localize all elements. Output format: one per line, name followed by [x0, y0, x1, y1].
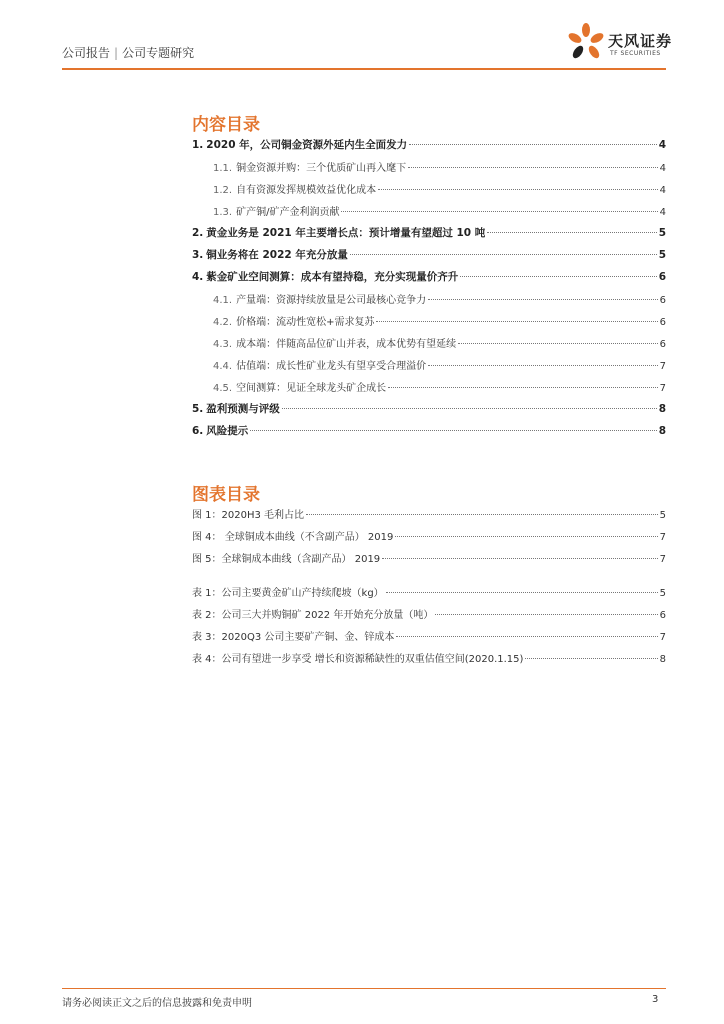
toc-entry-level2[interactable] [192, 181, 666, 203]
toc-entry-page: 6 [659, 339, 666, 350]
toc-entry-page: 8 [658, 403, 666, 415]
toc-entry-label: 空间测算：见证全球龙头矿企成长 [236, 383, 387, 394]
figure-entry-page: 7 [659, 554, 666, 565]
figure-entry-label: 图 5：全球铜成本曲线（含副产品） 2019 [192, 554, 381, 565]
toc-entry-page: 8 [658, 425, 666, 437]
toc-entry-text [192, 225, 485, 240]
toc-entry-text [213, 181, 376, 196]
toc-list [192, 137, 666, 445]
dot-leader [409, 144, 657, 145]
toc-entry-level1[interactable] [192, 247, 666, 269]
toc-entry-label: 自有资源发挥规模效益优化成本 [236, 185, 377, 196]
dot-leader [458, 343, 658, 344]
report-type: 公司报告 [62, 46, 111, 60]
figure-entry-page: 7 [659, 532, 666, 543]
toc-entry-label: 矿产铜/矿产金利润贡献 [236, 207, 340, 218]
toc-entry-label: 黄金业务是 2021 年主要增长点：预计增量有望超过 10 吨 [206, 227, 486, 239]
toc-entry-number: 1. [192, 139, 204, 151]
figure-index-title: 图表目录 [192, 485, 260, 505]
toc-entry-text [192, 247, 348, 262]
dot-leader [282, 408, 657, 409]
toc-entry-label: 估值端：成长性矿业龙头有望享受合理溢价 [236, 361, 427, 372]
table-entry-label: 表 4：公司有望进一步享受 增长和资源稀缺性的双重估值空间(2020.1.15) [192, 654, 524, 665]
dot-leader [435, 614, 657, 615]
table-entry-label: 表 3：2020Q3 公司主要矿产铜、金、锌成本 [192, 632, 395, 643]
table-entry-page: 6 [659, 610, 666, 621]
page-number: 3 [652, 994, 659, 1005]
toc-entry-number: 5. [192, 403, 204, 415]
dot-leader [382, 558, 657, 559]
toc-entry-level1[interactable] [192, 423, 666, 445]
toc-entry-label: 价格端：流动性宽松+需求复苏 [236, 317, 375, 328]
toc-entry-number: 2. [192, 227, 204, 239]
report-subtype: 公司专题研究 [122, 46, 195, 60]
toc-title: 内容目录 [192, 115, 260, 135]
figure-entry[interactable] [192, 550, 666, 572]
toc-entry-level1[interactable] [192, 269, 666, 291]
dot-leader [306, 514, 658, 515]
toc-entry-label: 2020 年，公司铜金资源外延内生全面发力 [206, 139, 408, 151]
toc-entry-number: 1.2. [213, 185, 233, 196]
dot-leader [396, 636, 657, 637]
flower-logo-icon [566, 22, 606, 62]
dot-leader [350, 254, 657, 255]
dot-leader [386, 592, 658, 593]
table-entry[interactable] [192, 584, 666, 606]
figure-index-list [192, 506, 666, 672]
toc-entry-page: 5 [658, 227, 666, 239]
toc-entry-text [213, 159, 406, 174]
figure-entry-label: 图 4： 全球铜成本曲线（不含副产品） 2019 [192, 532, 394, 543]
toc-entry-text [192, 423, 248, 438]
logo-subtitle: TF SECURITIES [610, 50, 661, 57]
toc-entry-text [213, 357, 426, 372]
toc-entry-number: 4.5. [213, 383, 233, 394]
toc-entry-number: 4.4. [213, 361, 233, 372]
toc-entry-text [192, 137, 407, 152]
toc-entry-label: 铜业务将在 2022 年充分放量 [206, 249, 348, 261]
toc-entry-number: 4.1. [213, 295, 233, 306]
toc-entry-label: 紫金矿业空间测算：成本有望持稳，充分实现量价齐升 [206, 271, 459, 283]
toc-entry-level2[interactable] [192, 379, 666, 401]
list-spacer [192, 572, 666, 584]
table-entry[interactable] [192, 650, 666, 672]
dot-leader [408, 167, 658, 168]
toc-entry-text [213, 203, 339, 218]
table-entry-page: 5 [659, 588, 666, 599]
company-logo [566, 22, 676, 64]
dot-leader [341, 211, 657, 212]
header-divider [62, 68, 666, 70]
figure-entry[interactable] [192, 528, 666, 550]
footer-divider [62, 988, 666, 989]
figure-entry[interactable] [192, 506, 666, 528]
table-entry-page: 7 [659, 632, 666, 643]
dot-leader [460, 276, 656, 277]
toc-entry-text [213, 313, 374, 328]
toc-entry-level2[interactable] [192, 335, 666, 357]
toc-entry-text [213, 291, 426, 306]
toc-entry-text [213, 335, 456, 350]
toc-entry-page: 6 [659, 317, 666, 328]
toc-entry-text [213, 379, 386, 394]
dot-leader [428, 365, 658, 366]
toc-entry-level1[interactable] [192, 225, 666, 247]
dot-leader [378, 189, 658, 190]
dot-leader [388, 387, 658, 388]
toc-entry-label: 铜金资源并购：三个优质矿山再入麾下 [236, 163, 407, 174]
logo-name: 天风证券 [608, 32, 673, 50]
figure-entry-page: 5 [659, 510, 666, 521]
table-entry-page: 8 [659, 654, 666, 665]
toc-entry-number: 6. [192, 425, 204, 437]
toc-entry-number: 3. [192, 249, 204, 261]
toc-entry-number: 1.1. [213, 163, 233, 174]
toc-entry-level1[interactable] [192, 401, 666, 423]
dot-leader [376, 321, 657, 322]
dot-leader [250, 430, 656, 431]
toc-entry-level2[interactable] [192, 159, 666, 181]
figure-entry-label: 图 1：2020H3 毛利占比 [192, 510, 305, 521]
table-entry[interactable] [192, 628, 666, 650]
dot-leader [395, 536, 657, 537]
toc-entry-label: 风险提示 [206, 425, 249, 437]
toc-entry-page: 6 [659, 295, 666, 306]
toc-entry-label: 盈利预测与评级 [206, 403, 280, 415]
toc-entry-level2[interactable] [192, 203, 666, 225]
toc-entry-level2[interactable] [192, 291, 666, 313]
toc-entry-level2[interactable] [192, 313, 666, 335]
table-entry-label: 表 1：公司主要黄金矿山产持续爬坡（kg） [192, 588, 384, 599]
report-category [62, 44, 194, 61]
toc-entry-page: 4 [659, 207, 666, 218]
header-separator: | [114, 46, 119, 60]
toc-entry-label: 产量端：资源持续放量是公司最核心竞争力 [236, 295, 427, 306]
toc-entry-number: 4. [192, 271, 204, 283]
dot-leader [487, 232, 656, 233]
toc-entry-number: 4.3. [213, 339, 233, 350]
toc-entry-number: 1.3. [213, 207, 233, 218]
toc-entry-number: 4.2. [213, 317, 233, 328]
dot-leader [525, 658, 657, 659]
toc-entry-text [192, 401, 280, 416]
toc-entry-page: 4 [658, 139, 666, 151]
toc-entry-page: 4 [659, 163, 666, 174]
toc-entry-page: 5 [658, 249, 666, 261]
toc-entry-page: 6 [658, 271, 666, 283]
dot-leader [428, 299, 658, 300]
table-entry-label: 表 2：公司三大并购铜矿 2022 年开始充分放量（吨） [192, 610, 434, 621]
toc-entry-page: 7 [659, 383, 666, 394]
toc-entry-label: 成本端：伴随高品位矿山并表，成本优势有望延续 [236, 339, 457, 350]
toc-entry-level1[interactable] [192, 137, 666, 159]
toc-entry-level2[interactable] [192, 357, 666, 379]
toc-entry-page: 4 [659, 185, 666, 196]
toc-entry-text [192, 269, 458, 284]
footer-disclaimer: 请务必阅读正文之后的信息披露和免责申明 [62, 998, 252, 1009]
toc-entry-page: 7 [659, 361, 666, 372]
table-entry[interactable] [192, 606, 666, 628]
